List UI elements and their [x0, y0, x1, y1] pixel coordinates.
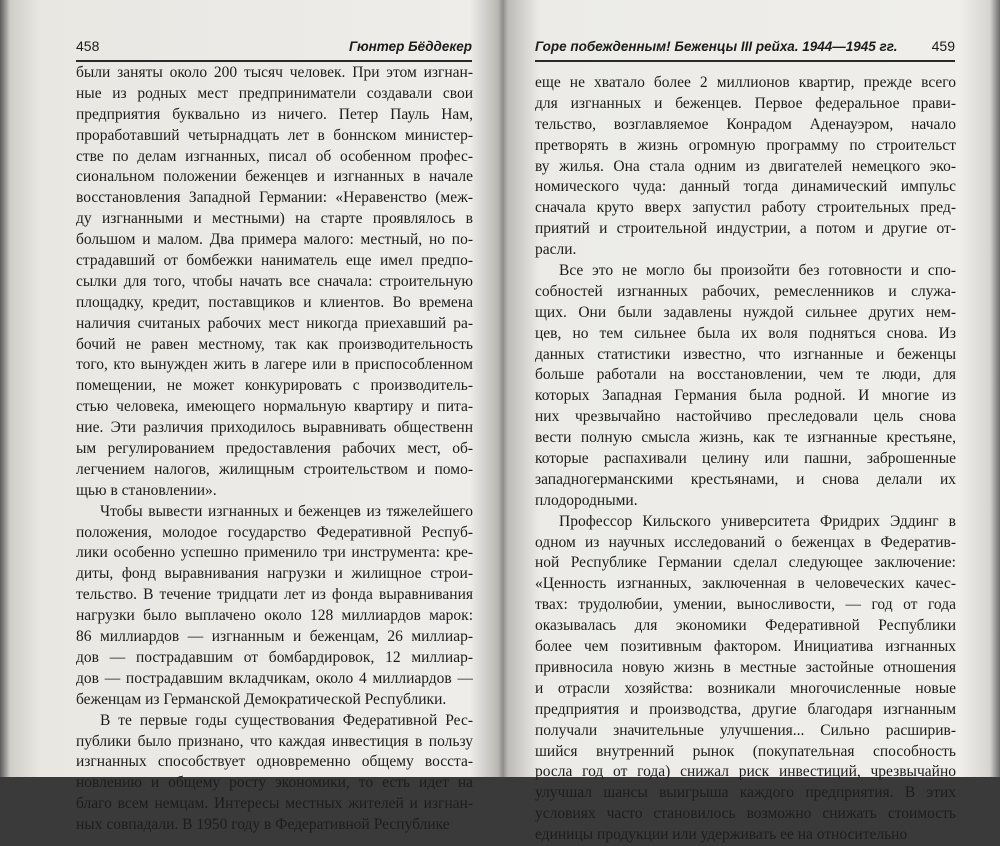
text-line: лики особенно успешно применило три инструмента: кре-: [76, 544, 473, 562]
page-number: 459: [931, 38, 955, 54]
text-line: ных совпадали. В 1950 году в Федеративной Республике: [76, 816, 450, 834]
text-line: претворять в жизнь огромную программу по строительст: [535, 136, 956, 154]
left-page-body: [76, 63, 473, 836]
page-number: 458: [76, 38, 100, 54]
text-line: того, кто вынужден жить в лагере или в приспособленном: [76, 356, 473, 374]
header-rule: [76, 60, 472, 62]
text-line: ной Республике Германии сделал следующее заключение:: [535, 554, 956, 572]
text-line: тельство. В течение тридцати лет из фонда выравнивания: [76, 586, 473, 604]
text-line: 86 миллиардов — изгнанным и беженцам, 26 миллиар-: [76, 628, 473, 646]
text-line: собностей изгнанных рабочих, ремесленников и служа-: [535, 282, 956, 300]
text-line: щью в становлении».: [76, 481, 217, 499]
text-line: были заняты около 200 тысяч человек. При этом изгнан-: [76, 64, 473, 81]
right-page-header: [535, 38, 955, 60]
text-line: которых Западная Германия была родной. И многие из: [535, 387, 956, 405]
text-line: данных статистики известно, что изгнанные и беженцы: [535, 345, 956, 363]
text-line: ву жилья. Она стала одним из двигателей немецкого эко-: [535, 157, 956, 175]
text-line: привносила новую жизнь в местные застойные отношения: [535, 658, 956, 676]
text-line: номического чуда: данный тогда динамический импульс: [535, 178, 956, 196]
text-line: тельство, возглавляемое Конрадом Аденауэром, начало: [535, 115, 956, 133]
text-line: более чем позитивным фактором. Инициатива изгнанных: [535, 638, 956, 656]
text-line: стью человека, имеющего нормальную квартиру и пита-: [76, 398, 473, 416]
text-line: щих. Они были задавлены нуждой сильнее других нем-: [535, 303, 956, 321]
text-line: улучшал шансы выигрыша каждого предприятия. В этих: [535, 784, 956, 802]
text-line: наличия считаных рабочих мест никогда приехавший ра-: [76, 314, 473, 332]
text-line: для изгнанных и беженцев. Первое федеральное прави-: [535, 94, 956, 112]
text-line: В те первые годы существования Федеративной Рес-: [100, 711, 473, 729]
text-line: сиональном положении беженцев и изгнанных в начале: [76, 168, 473, 186]
running-header: Гюнтер Бёддекер: [349, 39, 472, 54]
text-line: Чтобы вывести изгнанных и беженцев из тяжелейшего: [100, 502, 473, 520]
text-line: легчением налогов, жилищным строительством и помо-: [76, 460, 473, 478]
text-line: бочий не равен местному, так как производительность: [76, 335, 473, 353]
text-line: и отрасли хозяйства: возникали многочисленные новые: [535, 679, 956, 697]
text-line: Профессор Кильского университета Фридрих Эддинг в: [559, 512, 956, 530]
left-page: [0, 0, 500, 834]
text-line: ду изгнанными и местными) на старте проявлялось в: [76, 210, 473, 228]
text-line: стве по делам изгнанных, писал об особенном профес-: [76, 147, 473, 165]
text-line: положения, молодое государство Федеративной Респуб-: [76, 523, 473, 541]
text-line: которые распахивали целину или пашни, заброшенные: [535, 450, 956, 468]
text-line: шийся внутренний рынок (покупательная способность: [535, 742, 956, 760]
text-line: больше работали на восстановлении, чем те люди, для: [535, 366, 956, 384]
text-line: ние. Эти различия приходилось выравнивать общественн: [76, 419, 473, 437]
text-line: дов — пострадавшим от бомбардировок, 12 миллиар-: [76, 648, 473, 666]
text-line: большом и малом. Два примера малого: местный, но по-: [76, 231, 473, 249]
running-header: Горе побежденным! Беженцы III рейха. 1944—1945 гг.: [535, 39, 898, 54]
text-line: благо всем немцам. Интересы местных жителей и изгнан-: [76, 795, 473, 813]
text-line: плодородными.: [535, 491, 638, 509]
text-line: предприятия буквально из ничего. Петер Пауль Нам,: [76, 105, 473, 123]
text-line: еще не хватало более 2 миллионов квартир, прежде всего: [535, 74, 956, 91]
text-line: сначала круто вверх запустил работу строительных пред-: [535, 199, 956, 217]
text-line: новлению и общему росту экономики, то есть идет на: [76, 774, 473, 792]
text-line: росла год от года) снижал риск инвестиций, чрезвычайно: [535, 763, 956, 781]
text-line: страдавший от бомбежки наниматель еще имел предпо-: [76, 252, 473, 270]
text-line: Все это не могло бы произойти без готовности и спо-: [559, 262, 956, 280]
text-line: восстановления Западной Германии: «Неравенство (меж-: [76, 189, 473, 207]
text-line: помещении, не может конкурировать с производитель-: [76, 377, 473, 395]
text-line: твах: трудолюбии, умении, выносливости, — год от года: [535, 596, 956, 614]
text-line: изгнанных способствует одновременно общему восста-: [76, 753, 473, 771]
text-line: дов — пострадавшим вкладчикам, около 4 миллиардов —: [76, 669, 473, 687]
text-line: приятий и строительной индустрии, а потом и другие от-: [535, 220, 956, 238]
text-line: расли.: [535, 241, 577, 259]
left-page-header: [76, 38, 472, 60]
text-line: единицы продукции или удерживать ее на относительно: [535, 826, 908, 844]
right-page-body: [535, 73, 956, 846]
right-page: [505, 0, 1000, 844]
text-line: западногерманскими крестьянами, и снова делали их: [535, 470, 956, 488]
text-line: цев, но тем сильнее была их воля подняться снова. Из: [535, 324, 956, 342]
text-line: получали значительные улучшения... Сильно расширив-: [535, 721, 956, 739]
text-line: ные из родных мест предприниматели создавали свои: [76, 84, 473, 102]
text-line: оказывалась для экономики Федеративной Республики: [535, 617, 956, 635]
text-line: проработавший четырнадцать лет в боннском министер-: [76, 126, 473, 144]
header-rule: [535, 60, 955, 62]
text-line: предприятия и производства, другие благодаря изгнанным: [535, 700, 956, 718]
text-line: них чрезвычайно настойчиво преследовали цель снова: [535, 408, 956, 426]
text-line: беженцам из Германской Демократической Республики.: [76, 690, 447, 708]
text-line: одном из научных исследований о беженцах в Федератив-: [535, 533, 956, 551]
text-line: нагрузки было выплачено около 128 миллиардов марок:: [76, 607, 473, 625]
text-line: сылки для того, чтобы начать все сначала: строительную: [76, 272, 473, 290]
text-line: ым регулированием предоставления рабочих мест, об-: [76, 440, 473, 458]
text-line: публики было признано, что каждая инвестиция в пользу: [76, 732, 473, 750]
text-line: диты, фонд выравнивания нагрузки и жилищное строи-: [76, 565, 473, 583]
text-line: площадку, кредит, поставщиков и клиентов. Во времена: [76, 293, 473, 311]
text-line: вести полную смысла жизнь, как те изгнанные крестьяне,: [535, 429, 956, 447]
text-line: условиях часто становилось возможно снижать стоимость: [535, 805, 956, 823]
text-line: «Ценность изгнанных, заключенная в человеческих качес-: [535, 575, 956, 593]
